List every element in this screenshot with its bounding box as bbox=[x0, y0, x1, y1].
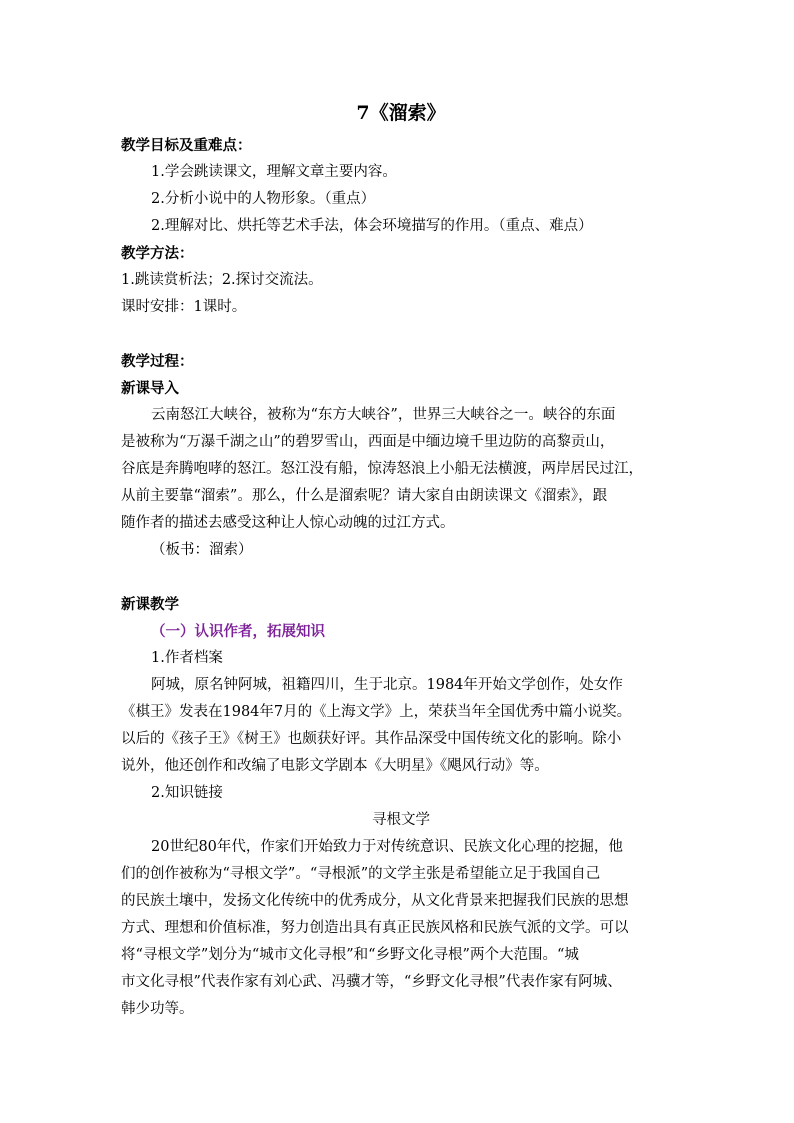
process-heading: 教学过程： bbox=[121, 353, 194, 370]
goals-heading: 教学目标及重难点： bbox=[121, 137, 252, 154]
author-line: 《棋王》发表在1984年7月的《上海文学》上，荣获当年全国优秀中篇小说奖。 bbox=[121, 704, 632, 720]
lesson-plan bbox=[121, 96, 681, 1023]
goal-item: 1.学会跳读课文，理解文章主要内容。 bbox=[151, 164, 397, 180]
link-line: 将“寻根文学”划分为“城市文化寻根”和“乡野文化寻根”两个大范围。“城 bbox=[121, 947, 579, 963]
methods-text: 1.跳读赏析法；2.探讨交流法。 bbox=[121, 272, 323, 288]
goal-item: 2.分析小说中的人物形象。（重点） bbox=[151, 191, 376, 207]
board-note: （板书：溜索） bbox=[151, 542, 253, 558]
author-heading: 1.作者档案 bbox=[151, 650, 223, 666]
methods-heading: 教学方法： bbox=[121, 245, 194, 262]
link-line: 的民族土壤中，发扬文化传统中的优秀成分，从文化背景来把握我们民族的思想 bbox=[121, 893, 629, 909]
link-line: 市文化寻根”代表作家有刘心武、冯骥才等，“乡野文化寻根”代表作家有阿城、 bbox=[121, 974, 622, 990]
spacer bbox=[121, 564, 681, 591]
teaching-heading: 新课教学 bbox=[121, 596, 179, 613]
intro-line: 云南怒江大峡谷，被称为“东方大峡谷”，世界三大峡谷之一。峡谷的东面 bbox=[151, 407, 616, 423]
link-heading: 2.知识链接 bbox=[151, 785, 223, 801]
intro-line: 谷底是奔腾咆哮的怒江。怒江没有船，惊涛怒浪上小船无法横渡，两岸居民过江， bbox=[121, 461, 643, 477]
author-line: 说外，他还创作和改编了电影文学剧本《大明星》《飓风行动》等。 bbox=[121, 758, 549, 774]
page-title: 7《溜索》 bbox=[356, 102, 446, 124]
schedule-text: 课时安排：1课时。 bbox=[121, 299, 247, 315]
link-line: 方式、理想和价值标准，努力创造出具有真正民族风格和民族气派的文学。可以 bbox=[121, 920, 629, 936]
link-line: 韩少功等。 bbox=[121, 1001, 194, 1017]
intro-line: 是被称为“万瀑千湖之山”的碧罗雪山，西面是中缅边境千里边防的高黎贡山， bbox=[121, 434, 615, 450]
link-line: 20世纪80年代，作家们开始致力于对传统意识、民族文化心理的挖掘，他 bbox=[151, 839, 623, 855]
intro-line: 随作者的描述去感受这种让人惊心动魄的过江方式。 bbox=[121, 515, 455, 531]
author-line: 阿城，原名钟阿城，祖籍四川，生于北京。1984年开始文学创作，处女作 bbox=[151, 677, 623, 693]
section-heading: （一）认识作者，拓展知识 bbox=[151, 623, 325, 640]
link-line: 们的创作被称为“寻根文学”。“寻根派”的文学主张是希望能立足于我国自己 bbox=[121, 866, 601, 882]
intro-line: 从前主要靠“溜索”。那么，什么是溜索呢？请大家自由朗读课文《溜索》，跟 bbox=[121, 488, 608, 504]
intro-heading: 新课导入 bbox=[121, 380, 179, 397]
link-title: 寻根文学 bbox=[372, 812, 430, 828]
spacer bbox=[121, 321, 681, 348]
author-line: 以后的《孩子王》《树王》也颇获好评。其作品深受中国传统文化的影响。除小 bbox=[121, 731, 622, 747]
goal-item: 2.理解对比、烘托等艺术手法，体会环境描写的作用。（重点、难点） bbox=[151, 218, 593, 234]
